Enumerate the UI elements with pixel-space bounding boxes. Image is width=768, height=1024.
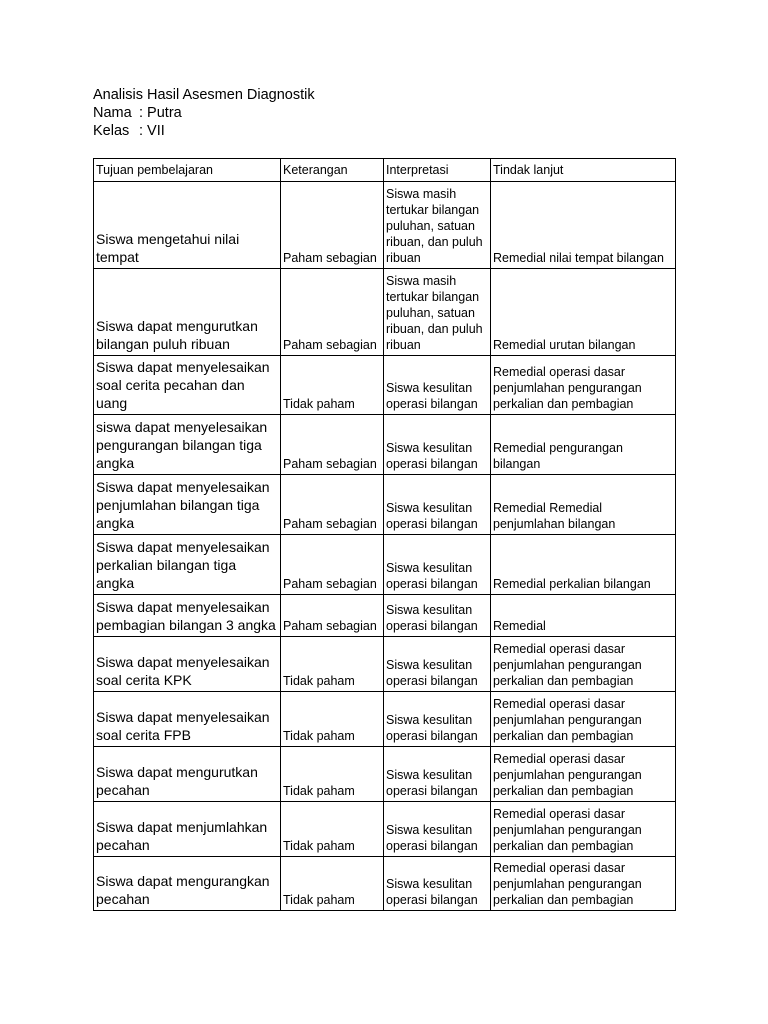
student-class-label: Kelas xyxy=(93,123,130,139)
cell-tujuan: Siswa dapat mengurutkan bilangan puluh ribuan xyxy=(94,269,281,356)
cell-tindak-lanjut: Remedial operasi dasar penjumlahan pengurangan perkalian dan pembagian xyxy=(491,802,676,857)
cell-interpretasi: Siswa masih tertukar bilangan puluhan, satuan ribuan, dan puluh ribuan xyxy=(384,269,491,356)
cell-tujuan: Siswa mengetahui nilai tempat xyxy=(94,182,281,269)
cell-interpretasi: Siswa kesulitan operasi bilangan xyxy=(384,415,491,475)
cell-tujuan: siswa dapat menyelesaikan pengurangan bilangan tiga angka xyxy=(94,415,281,475)
cell-tujuan: Siswa dapat menjumlahkan pecahan xyxy=(94,802,281,857)
table-row xyxy=(94,747,676,802)
header-tindak-lanjut: Tindak lanjut xyxy=(491,159,676,182)
header-keterangan: Keterangan xyxy=(281,159,384,182)
cell-keterangan: Paham sebagian xyxy=(281,415,384,475)
student-name-value: : Putra xyxy=(139,105,182,121)
table-row xyxy=(94,415,676,475)
cell-tindak-lanjut: Remedial pengurangan bilangan xyxy=(491,415,676,475)
table-row xyxy=(94,637,676,692)
cell-keterangan: Paham sebagian xyxy=(281,269,384,356)
cell-tindak-lanjut: Remedial xyxy=(491,595,676,637)
table-row xyxy=(94,535,676,595)
cell-tujuan: Siswa dapat menyelesaikan perkalian bilangan tiga angka xyxy=(94,535,281,595)
cell-tujuan: Siswa dapat mengurangkan pecahan xyxy=(94,857,281,911)
cell-tindak-lanjut: Remedial perkalian bilangan xyxy=(491,535,676,595)
cell-keterangan: Paham sebagian xyxy=(281,535,384,595)
cell-keterangan: Tidak paham xyxy=(281,356,384,415)
cell-interpretasi: Siswa kesulitan operasi bilangan xyxy=(384,595,491,637)
cell-tujuan: Siswa dapat menyelesaikan soal cerita pecahan dan uang xyxy=(94,356,281,415)
cell-tindak-lanjut: Remedial Remedial penjumlahan bilangan xyxy=(491,475,676,535)
cell-tujuan: Siswa dapat menyelesaikan soal cerita KPK xyxy=(94,637,281,692)
cell-tindak-lanjut: Remedial nilai tempat bilangan xyxy=(491,182,676,269)
cell-keterangan: Tidak paham xyxy=(281,637,384,692)
cell-keterangan: Tidak paham xyxy=(281,802,384,857)
cell-tujuan: Siswa dapat mengurutkan pecahan xyxy=(94,747,281,802)
table-row xyxy=(94,802,676,857)
assessment-table xyxy=(93,158,676,911)
cell-tujuan: Siswa dapat menyelesaikan soal cerita FPB xyxy=(94,692,281,747)
student-name-label: Nama xyxy=(93,105,132,121)
cell-tujuan: Siswa dapat menyelesaikan penjumlahan bilangan tiga angka xyxy=(94,475,281,535)
table-row xyxy=(94,269,676,356)
cell-interpretasi: Siswa kesulitan operasi bilangan xyxy=(384,857,491,911)
cell-tujuan: Siswa dapat menyelesaikan pembagian bilangan 3 angka xyxy=(94,595,281,637)
cell-interpretasi: Siswa kesulitan operasi bilangan xyxy=(384,802,491,857)
table-row xyxy=(94,182,676,269)
cell-tindak-lanjut: Remedial operasi dasar penjumlahan pengurangan perkalian dan pembagian xyxy=(491,637,676,692)
header-interpretasi: Interpretasi xyxy=(384,159,491,182)
cell-interpretasi: Siswa kesulitan operasi bilangan xyxy=(384,475,491,535)
cell-keterangan: Tidak paham xyxy=(281,692,384,747)
cell-interpretasi: Siswa kesulitan operasi bilangan xyxy=(384,535,491,595)
table-row xyxy=(94,857,676,911)
cell-tindak-lanjut: Remedial operasi dasar penjumlahan pengurangan perkalian dan pembagian xyxy=(491,747,676,802)
table-row xyxy=(94,475,676,535)
cell-tindak-lanjut: Remedial urutan bilangan xyxy=(491,269,676,356)
student-name-row xyxy=(93,104,315,122)
table-row xyxy=(94,595,676,637)
student-class-row xyxy=(93,122,315,140)
document-title: Analisis Hasil Asesmen Diagnostik xyxy=(93,87,315,103)
cell-interpretasi: Siswa kesulitan operasi bilangan xyxy=(384,747,491,802)
cell-keterangan: Paham sebagian xyxy=(281,182,384,269)
cell-keterangan: Paham sebagian xyxy=(281,595,384,637)
table-row xyxy=(94,692,676,747)
cell-interpretasi: Siswa kesulitan operasi bilangan xyxy=(384,637,491,692)
cell-tindak-lanjut: Remedial operasi dasar penjumlahan pengurangan perkalian dan pembagian xyxy=(491,356,676,415)
cell-keterangan: Paham sebagian xyxy=(281,475,384,535)
cell-tindak-lanjut: Remedial operasi dasar penjumlahan pengurangan perkalian dan pembagian xyxy=(491,857,676,911)
cell-keterangan: Tidak paham xyxy=(281,747,384,802)
cell-tindak-lanjut: Remedial operasi dasar penjumlahan pengurangan perkalian dan pembagian xyxy=(491,692,676,747)
cell-keterangan: Tidak paham xyxy=(281,857,384,911)
cell-interpretasi: Siswa kesulitan operasi bilangan xyxy=(384,356,491,415)
header-tujuan: Tujuan pembelajaran xyxy=(94,159,281,182)
table-body xyxy=(94,182,676,911)
table-row xyxy=(94,356,676,415)
student-class-value: : VII xyxy=(139,123,165,139)
cell-interpretasi: Siswa masih tertukar bilangan puluhan, satuan ribuan, dan puluh ribuan xyxy=(384,182,491,269)
table-header-row xyxy=(94,159,676,182)
document-header xyxy=(93,86,315,140)
cell-interpretasi: Siswa kesulitan operasi bilangan xyxy=(384,692,491,747)
